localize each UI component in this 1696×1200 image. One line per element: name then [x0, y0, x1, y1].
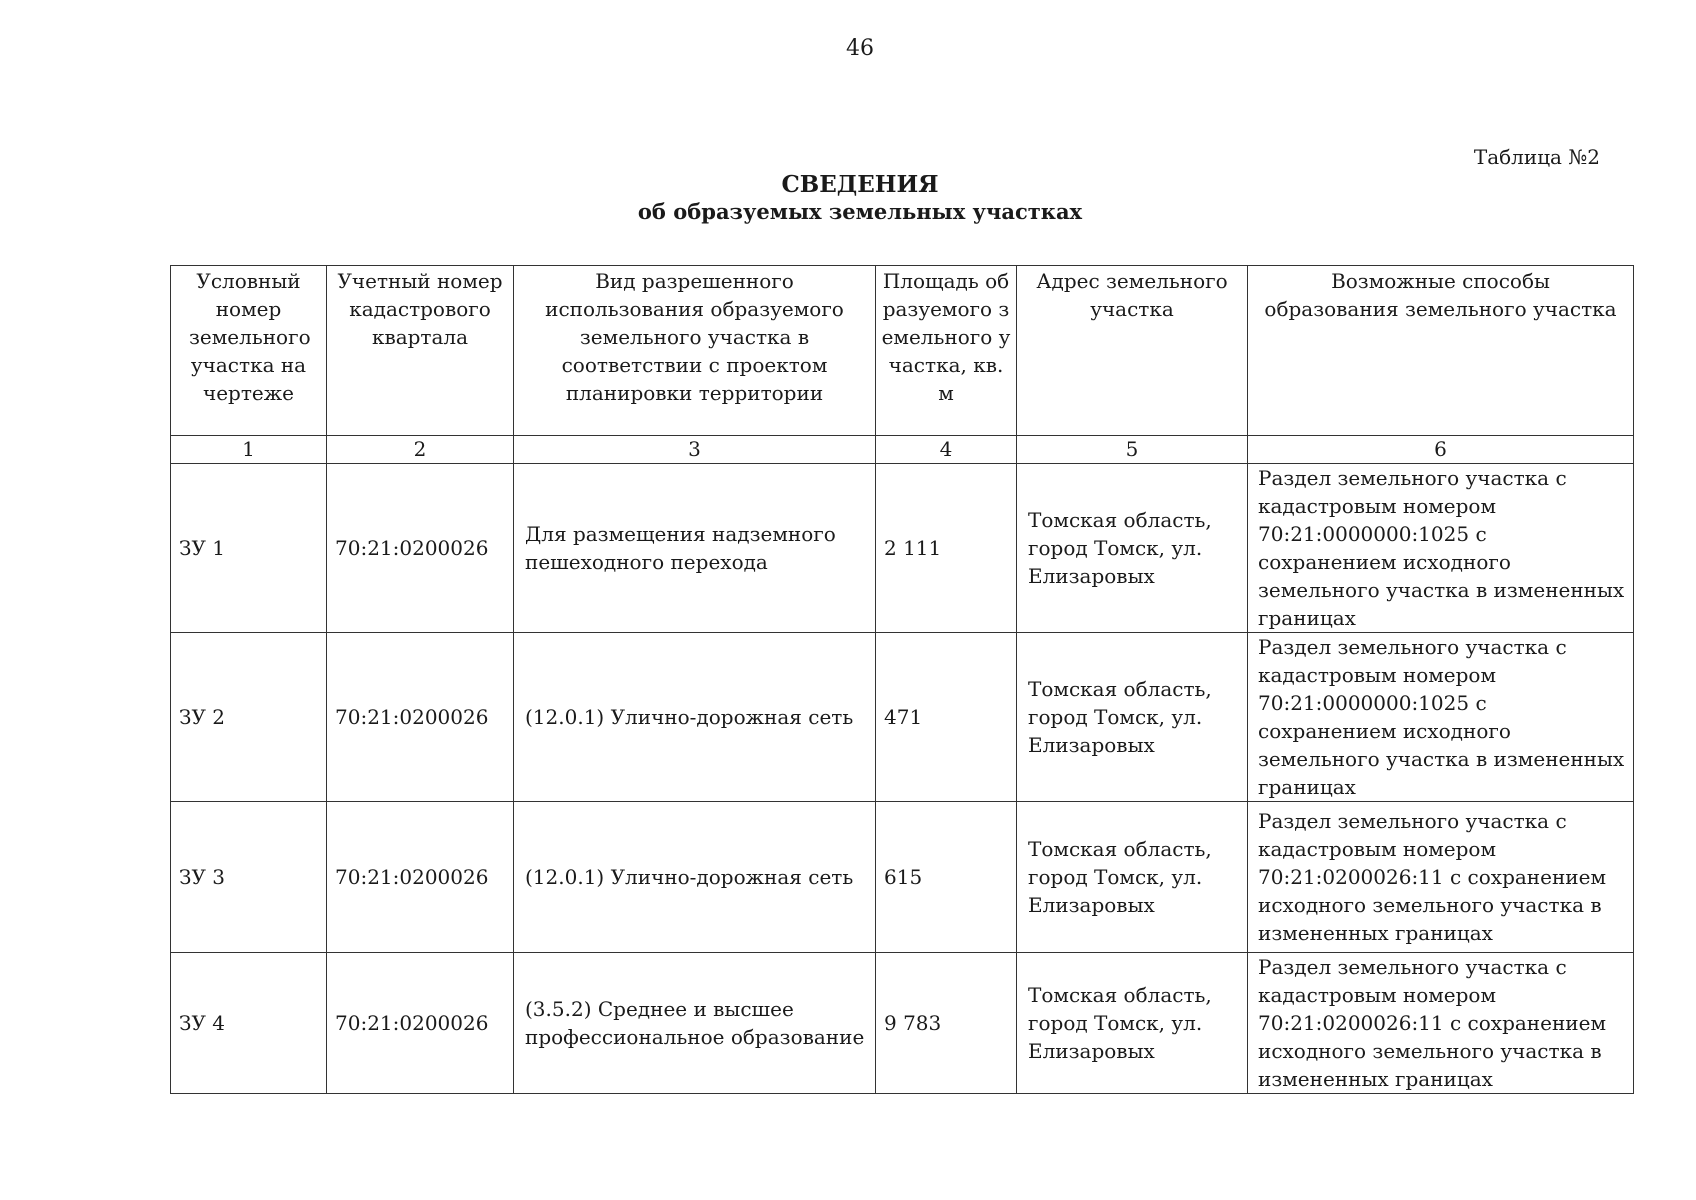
- cell-plot-number: ЗУ 2: [171, 633, 327, 802]
- column-number: 6: [1248, 436, 1634, 464]
- cell-address: Томская область, город Томск, ул. Елизаровых: [1017, 953, 1248, 1094]
- cell-address: Томская область, город Томск, ул. Елизаровых: [1017, 633, 1248, 802]
- cell-cadastral-quarter: 70:21:0200026: [327, 633, 514, 802]
- cell-address: Томская область, город Томск, ул. Елизаровых: [1017, 464, 1248, 633]
- document-title: СВЕДЕНИЯ: [781, 171, 939, 198]
- cell-plot-number: ЗУ 3: [171, 802, 327, 953]
- cell-formation-method: Раздел земельного участка с кадастровым номером 70:21:0000000:1025 с сохранением исходного земельного участка в измененных границах: [1248, 464, 1634, 633]
- cell-permitted-use: Для размещения надземного пешеходного перехода: [514, 464, 876, 633]
- table-row: [171, 802, 1634, 953]
- cell-cadastral-quarter: 70:21:0200026: [327, 953, 514, 1094]
- cell-permitted-use: (3.5.2) Среднее и высшее профессиональное образование: [514, 953, 876, 1094]
- document-subtitle: об образуемых земельных участках: [637, 199, 1083, 224]
- cell-area: 2 111: [876, 464, 1017, 633]
- cell-address: Томская область, город Томск, ул. Елизаровых: [1017, 802, 1248, 953]
- header-cadastral-quarter: Учетный номер кадастрового квартала: [327, 266, 514, 436]
- cell-area: 9 783: [876, 953, 1017, 1094]
- page-number: 46: [846, 36, 874, 61]
- cell-cadastral-quarter: 70:21:0200026: [327, 802, 514, 953]
- table-row: [171, 633, 1634, 802]
- column-number: 2: [327, 436, 514, 464]
- land-plots-table: [170, 265, 1634, 1094]
- table-row: [171, 464, 1634, 633]
- header-plot-number: Условный номер земельного участка на чертеже: [171, 266, 327, 436]
- header-address: Адрес земельного участка: [1017, 266, 1248, 436]
- cell-permitted-use: (12.0.1) Улично-дорожная сеть: [514, 633, 876, 802]
- cell-formation-method: Раздел земельного участка с кадастровым номером 70:21:0200026:11 с сохранением исходного земельного участка в измененных границах: [1248, 953, 1634, 1094]
- column-number: 4: [876, 436, 1017, 464]
- column-number-row: [171, 436, 1634, 464]
- cell-area: 471: [876, 633, 1017, 802]
- table-row: [171, 953, 1634, 1094]
- cell-plot-number: ЗУ 1: [171, 464, 327, 633]
- cell-area: 615: [876, 802, 1017, 953]
- cell-formation-method: Раздел земельного участка с кадастровым номером 70:21:0200026:11 с сохранением исходного земельного участка в измененных границах: [1248, 802, 1634, 953]
- table-label: Таблица №2: [1473, 145, 1600, 169]
- column-number: 5: [1017, 436, 1248, 464]
- cell-permitted-use: (12.0.1) Улично-дорожная сеть: [514, 802, 876, 953]
- cell-plot-number: ЗУ 4: [171, 953, 327, 1094]
- header-row: [171, 266, 1634, 436]
- column-number: 1: [171, 436, 327, 464]
- header-area: Площадь образуемого земельного участка, кв. м: [876, 266, 1017, 436]
- header-permitted-use: Вид разрешенного использования образуемого земельного участка в соответствии с проектом планировки территории: [514, 266, 876, 436]
- header-formation-method: Возможные способы образования земельного участка: [1248, 266, 1634, 436]
- cell-cadastral-quarter: 70:21:0200026: [327, 464, 514, 633]
- column-number: 3: [514, 436, 876, 464]
- cell-formation-method: Раздел земельного участка с кадастровым номером 70:21:0000000:1025 с сохранением исходного земельного участка в измененных границах: [1248, 633, 1634, 802]
